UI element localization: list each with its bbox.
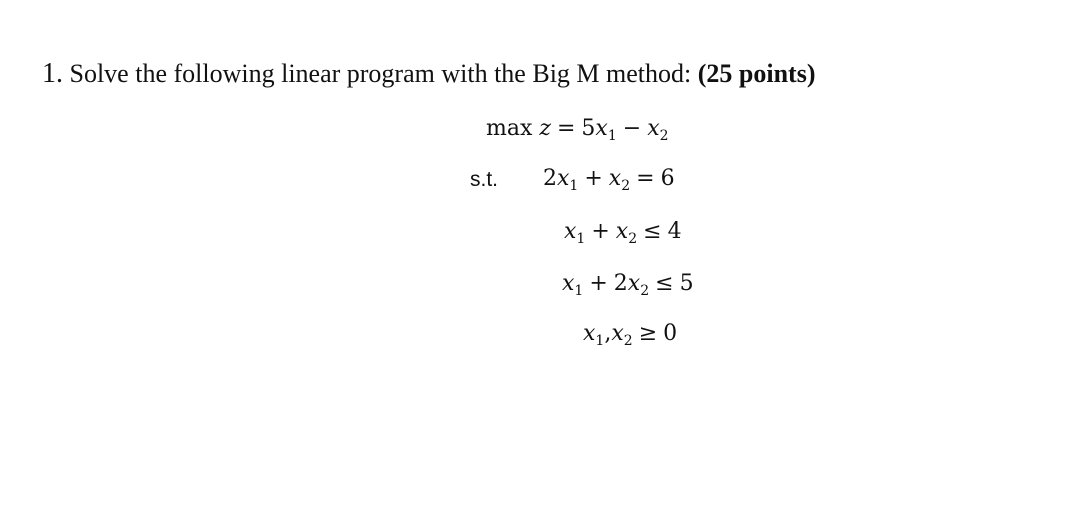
- c3-coef2: 2: [613, 271, 628, 296]
- problem-text: Solve the following linear program with the Big M method:: [63, 59, 698, 88]
- c1-sub2: 2: [621, 178, 631, 194]
- c3-rel: ≤: [655, 271, 674, 296]
- nn-sub1: 1: [595, 333, 605, 349]
- c3-x2: x: [627, 271, 641, 296]
- c1-x1: x: [557, 166, 570, 191]
- objective-eq: =: [556, 116, 576, 141]
- objective-sub1: 1: [607, 128, 617, 144]
- objective-sub2: 2: [659, 128, 669, 144]
- c2-rel: ≤: [643, 219, 662, 244]
- nn-rel: ≥: [638, 321, 658, 346]
- constraint-1: [543, 166, 675, 194]
- c1-coef1: 2: [543, 166, 557, 191]
- c2-x1: x: [564, 219, 577, 244]
- max-label: max: [486, 116, 533, 141]
- c3-x1: x: [562, 271, 575, 296]
- c2-sub2: 2: [628, 231, 638, 247]
- subject-to-label: s.t.: [470, 168, 499, 191]
- c3-sub1: 1: [574, 283, 584, 299]
- nn-sub2: 2: [623, 333, 633, 349]
- c3-sub2: 2: [640, 283, 650, 299]
- nn-comma: ,: [604, 321, 612, 346]
- constraint-2: [564, 219, 682, 247]
- objective-minus: −: [622, 116, 642, 141]
- problem-number: 1.: [42, 58, 63, 89]
- objective-coef1: 5: [581, 116, 596, 141]
- nn-x1: x: [583, 321, 596, 346]
- c2-plus: +: [591, 219, 610, 244]
- constraint-3: [562, 271, 694, 299]
- c2-rhs: 4: [667, 219, 682, 244]
- problem-points: (25 points): [697, 59, 816, 88]
- nn-rhs: 0: [663, 321, 678, 346]
- c1-rel: =: [636, 166, 655, 191]
- c1-rhs: 6: [660, 166, 675, 191]
- c3-rhs: 5: [679, 271, 694, 296]
- nonnegativity-constraint: [583, 321, 677, 349]
- objective-x2: x: [647, 116, 660, 141]
- objective-var: z: [539, 116, 551, 141]
- c1-plus: +: [584, 166, 603, 191]
- objective-function: [486, 116, 669, 144]
- c1-sub1: 1: [569, 178, 579, 194]
- c2-sub1: 1: [576, 231, 586, 247]
- c3-plus: +: [589, 271, 608, 296]
- nn-x2: x: [611, 321, 624, 346]
- c1-x2: x: [608, 166, 622, 191]
- problem-statement: [42, 58, 816, 90]
- objective-x1: x: [595, 116, 608, 141]
- c2-x2: x: [615, 219, 629, 244]
